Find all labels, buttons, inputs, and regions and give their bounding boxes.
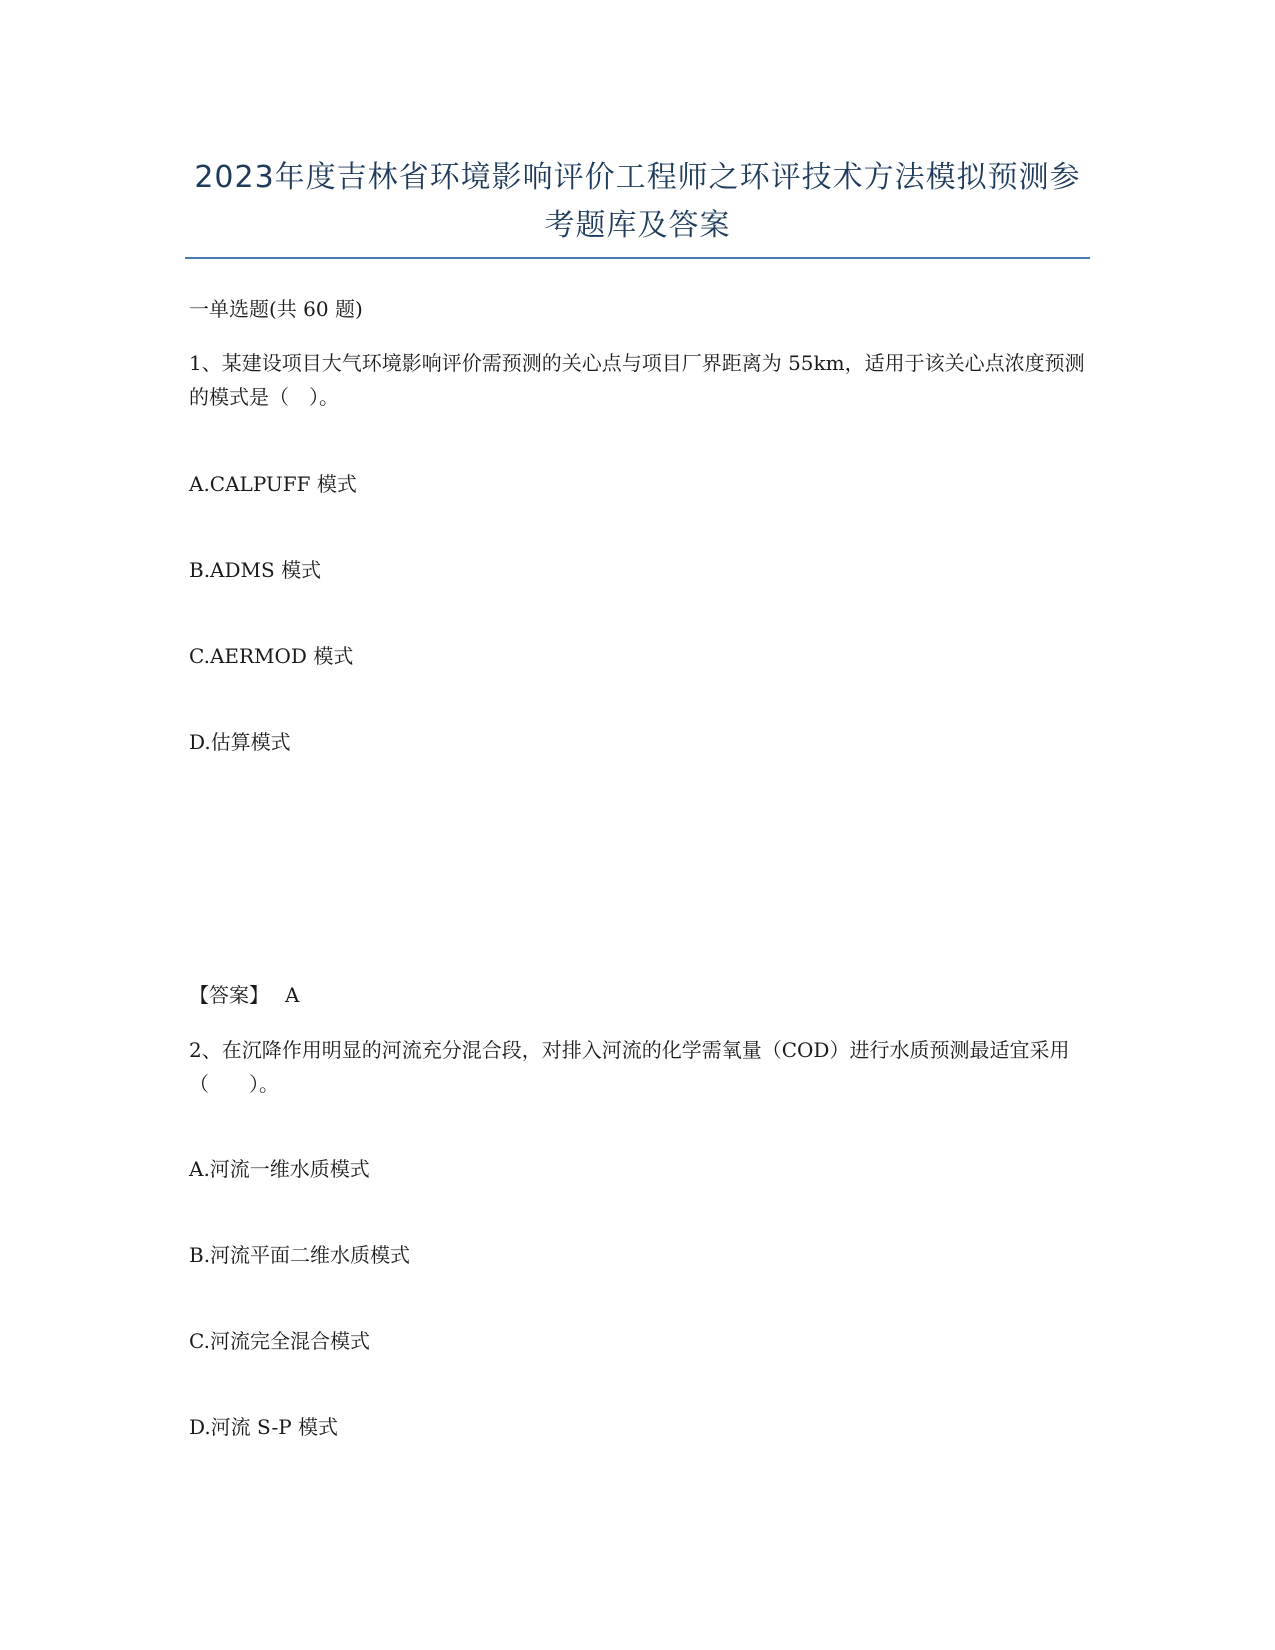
question-1-answer xyxy=(189,978,1089,1012)
answer-value: A xyxy=(285,983,300,1007)
document-title: 2023年度吉林省环境影响评价工程师之环评技术方法模拟预测参考题库及答案 xyxy=(194,160,1081,243)
section-heading: 一单选题(共 60 题) xyxy=(189,297,363,321)
question-2-option-d: D.河流 S-P 模式 xyxy=(189,1415,339,1439)
question-2-option-c: C.河流完全混合模式 xyxy=(189,1329,370,1353)
question-2-option-b: B.河流平面二维水质模式 xyxy=(189,1243,411,1267)
question-1-stem: 1、某建设项目大气环境影响评价需预测的关心点与项目厂界距离为 55km，适用于该关心点浓度预测的模式是（ ）。 xyxy=(189,351,1085,409)
question-1-option-c: C.AERMOD 模式 xyxy=(189,644,354,668)
answer-label: 【答案】 xyxy=(189,983,269,1007)
title-divider xyxy=(185,257,1090,259)
question-2-stem: 2、在沉降作用明显的河流充分混合段，对排入河流的化学需氧量（COD）进行水质预测最适宜采用（ ）。 xyxy=(189,1038,1070,1096)
question-1-option-b: B.ADMS 模式 xyxy=(189,558,322,582)
question-1-option-a: A.CALPUFF 模式 xyxy=(189,472,357,496)
question-1-option-d: D.估算模式 xyxy=(189,730,291,754)
question-2-option-a: A.河流一维水质模式 xyxy=(189,1157,370,1181)
